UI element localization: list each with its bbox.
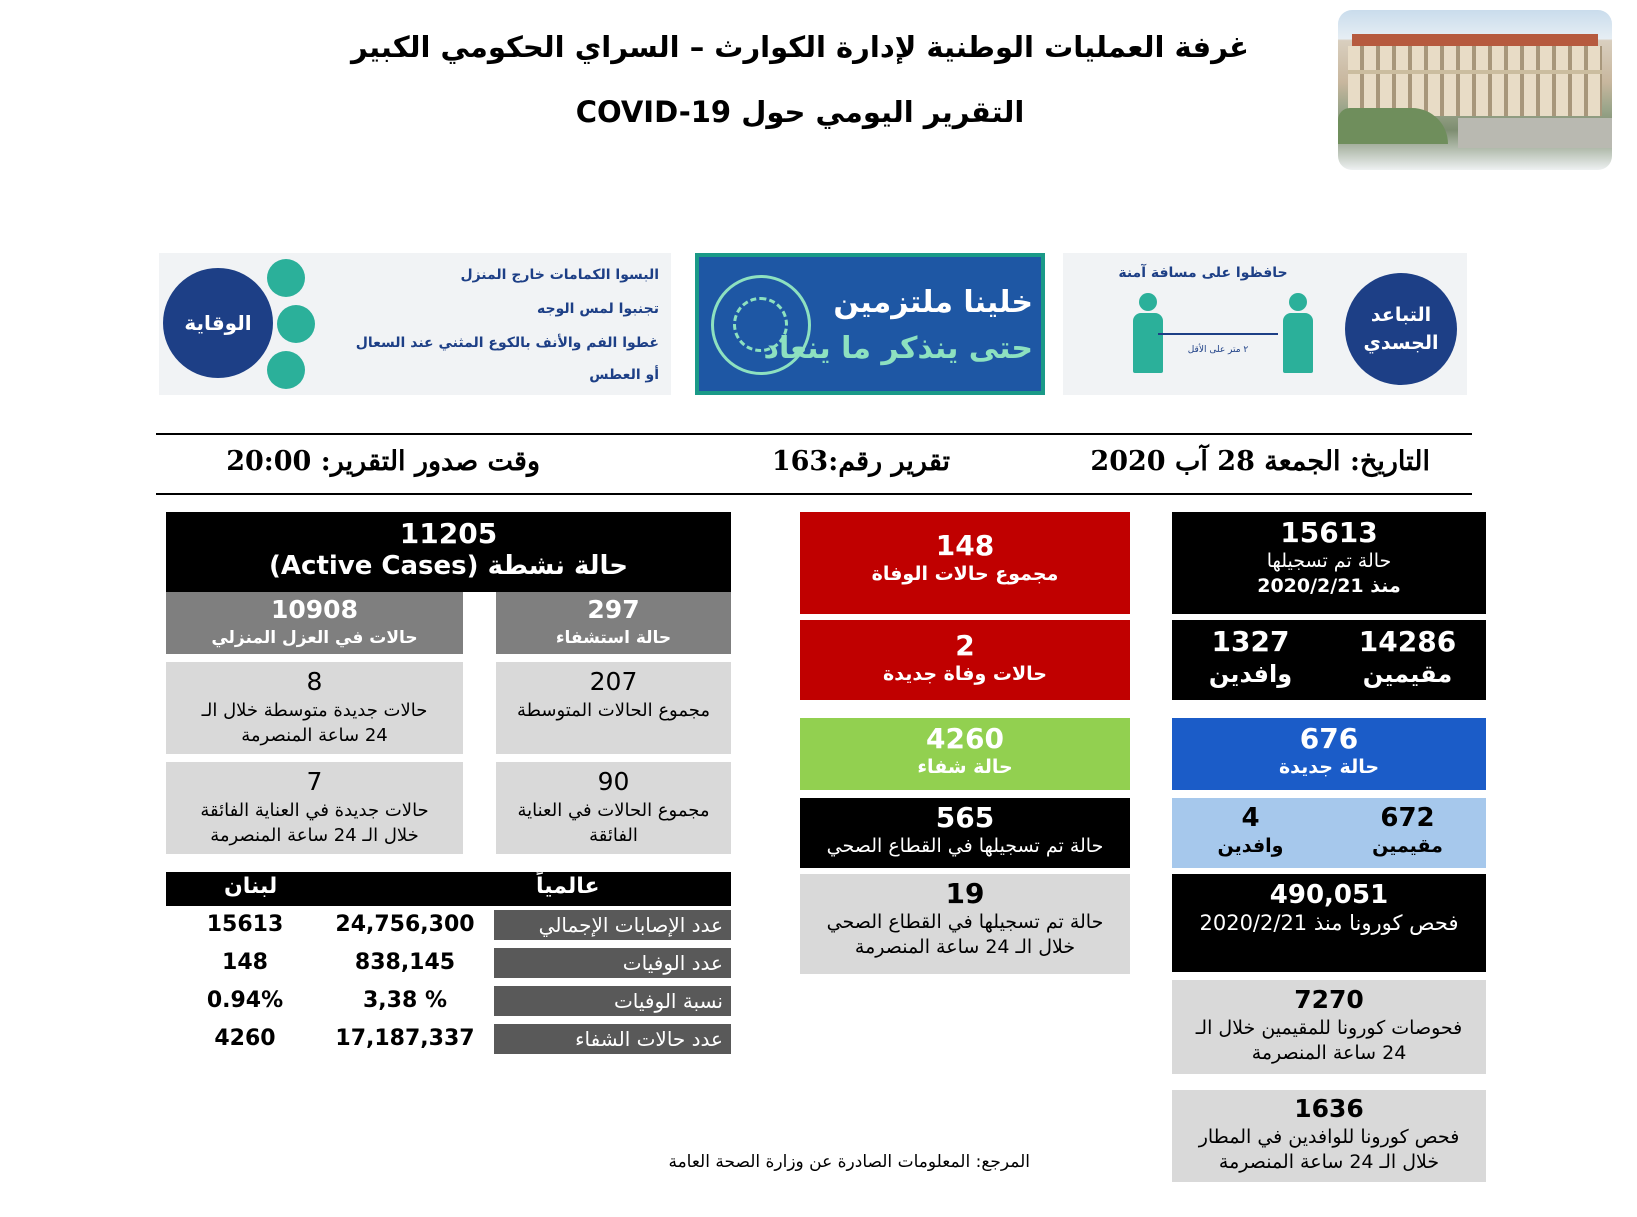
deaths-new-box — [800, 620, 1130, 700]
distance-caption: حافظوا على مسافة آمنة — [1118, 265, 1288, 281]
health-sector-value: 565 — [935, 801, 995, 834]
icu-new-value: 7 — [306, 767, 323, 796]
icu-total-value: 90 — [597, 767, 630, 796]
new-residents-label: مقيمين — [1372, 835, 1443, 857]
moderate-total-label: مجموع الحالات المتوسطة — [516, 700, 711, 721]
total-residents-value: 14286 — [1358, 625, 1457, 658]
comparison-col-lebanon: لبنان — [224, 874, 278, 899]
moderate-new-period: 24 ساعة المنصرمة — [241, 725, 388, 746]
total-arrivals-label: وافدين — [1208, 660, 1293, 688]
info-rule-bottom — [156, 493, 1472, 495]
committed-banner — [695, 253, 1045, 395]
comparison-global-recovered: 17,187,337 — [335, 1026, 475, 1051]
comparison-row-label-deaths: عدد الوفيات — [494, 948, 731, 978]
deaths-new-value: 2 — [955, 629, 975, 662]
new-cases-box — [1172, 718, 1486, 790]
distance-banner — [1063, 253, 1467, 395]
active-cases-value: 11205 — [399, 517, 498, 550]
comparison-row-label-rate: نسبة الوفيات — [494, 986, 731, 1016]
person-head — [1289, 293, 1307, 311]
hospitalized-label: حالة استشفاء — [555, 628, 672, 648]
health-sector-box — [800, 798, 1130, 868]
prevention-banner — [159, 253, 671, 395]
comparison-header — [166, 872, 731, 906]
deaths-total-box — [800, 512, 1130, 614]
report-subtitle: التقرير اليومي حول COVID-19 — [575, 95, 1025, 129]
person-head — [1139, 293, 1157, 311]
prevention-badge: الوقاية — [163, 268, 273, 378]
person-body — [1133, 313, 1163, 373]
home-isolation-value: 10908 — [271, 595, 358, 624]
recovered-box — [800, 718, 1130, 790]
comparison-lebanon-cases: 15613 — [206, 912, 284, 937]
building-roof — [1352, 34, 1598, 46]
home-isolation-box — [166, 592, 463, 654]
comparison-lebanon-deaths: 148 — [222, 950, 268, 975]
report-number: تقرير رقم:163 — [771, 446, 950, 477]
trees — [1338, 108, 1448, 144]
moderate-total-box — [496, 662, 731, 754]
total-arrivals — [1172, 620, 1329, 700]
prevention-line-2: تجنبوا لمس الوجه — [537, 301, 659, 317]
tests-residents-period: 24 ساعة المنصرمة — [1251, 1042, 1407, 1064]
comparison-global-rate: 3,38 % — [363, 988, 447, 1013]
health-sector-24h-period: خلال الـ 24 ساعة المنصرمة — [854, 936, 1076, 958]
distance-badge — [1345, 273, 1457, 385]
tests-airport-period: خلال الـ 24 ساعة المنصرمة — [1218, 1151, 1440, 1173]
health-sector-24h-label: حالة تم تسجيلها في القطاع الصحي — [826, 911, 1104, 933]
report-title: غرفة العمليات الوطنية لإدارة الكوارث – السراي الحكومي الكبير — [351, 30, 1249, 64]
health-sector-24h-box — [800, 874, 1130, 974]
comparison-global-cases: 24,756,300 — [335, 912, 475, 937]
tests-total-box — [1172, 874, 1486, 972]
comparison-col-global: عالمياً — [536, 874, 600, 899]
comparison-global-deaths: 838,145 — [354, 950, 456, 975]
tests-airport-box — [1172, 1090, 1486, 1182]
building-ledge — [1348, 70, 1602, 74]
tests-residents-value: 7270 — [1294, 985, 1364, 1014]
active-cases-label: حالة نشطة (Active Cases) — [269, 551, 628, 581]
total-cases-label: حالة تم تسجيلها — [1266, 550, 1392, 572]
tests-total-value: 490,051 — [1269, 880, 1389, 910]
new-arrivals-value: 4 — [1241, 803, 1260, 833]
no-touch-face-icon — [277, 305, 315, 343]
moderate-new-value: 8 — [306, 667, 323, 696]
total-residents-label: مقيمين — [1362, 660, 1453, 688]
icu-total-label-2: الفائقة — [589, 825, 638, 846]
new-arrivals-label: وافدين — [1217, 835, 1284, 857]
tests-airport-value: 1636 — [1294, 1094, 1364, 1123]
distance-badge-line-1: التباعد — [1370, 304, 1432, 326]
home-isolation-label: حالات في العزل المنزلي — [211, 628, 418, 648]
comparison-lebanon-rate: 0.94% — [206, 988, 284, 1013]
tests-total-label: فحص كورونا منذ 2020/2/21 — [1199, 911, 1459, 935]
comparison-lebanon-recovered: 4260 — [214, 1026, 276, 1051]
deaths-total-value: 148 — [935, 529, 995, 562]
total-cases-since: منذ 2020/2/21 — [1257, 575, 1401, 597]
icu-total-box — [496, 762, 731, 854]
new-cases-split-box — [1172, 798, 1486, 868]
prevention-line-3: غطوا الفم والأنف بالكوع المثني عند السعال — [355, 335, 659, 351]
icu-new-period: خلال الـ 24 ساعة المنصرمة — [210, 825, 419, 846]
deaths-total-label: مجموع حالات الوفاة — [871, 563, 1059, 585]
moderate-new-label: حالات جديدة متوسطة خلال الـ — [201, 700, 428, 721]
total-residents — [1329, 620, 1486, 700]
active-cases-box — [166, 512, 731, 592]
recovered-value: 4260 — [926, 722, 1004, 755]
prevention-line-1: البسوا الكمامات خارج المنزل — [460, 267, 659, 283]
icu-total-label: مجموع الحالات في العناية — [517, 800, 710, 821]
health-sector-label: حالة تم تسجيلها في القطاع الصحي — [826, 835, 1104, 857]
moderate-new-box — [166, 662, 463, 754]
cough-elbow-icon — [267, 351, 305, 389]
icu-new-label: حالات جديدة في العناية الفائقة — [200, 800, 429, 821]
report-time: وقت صدور التقرير: 20:00 — [226, 446, 540, 477]
moderate-total-value: 207 — [589, 667, 638, 696]
prevention-line-4: أو العطس — [589, 367, 659, 383]
new-residents-value: 672 — [1380, 803, 1435, 833]
distance-small-text: ٢ متر على الأقل — [1187, 345, 1249, 355]
hospitalized-value: 297 — [587, 595, 640, 624]
tests-residents-box — [1172, 980, 1486, 1074]
info-rule-top — [156, 433, 1472, 435]
total-arrivals-value: 1327 — [1211, 625, 1290, 658]
deaths-new-label: حالات وفاة جديدة — [883, 663, 1047, 685]
building-facade — [1348, 46, 1602, 116]
new-residents — [1329, 798, 1486, 868]
tests-airport-label: فحص كورونا للوافدين في المطار — [1198, 1126, 1460, 1148]
mask-icon — [267, 259, 305, 297]
icu-new-box — [166, 762, 463, 854]
new-cases-label: حالة جديدة — [1278, 756, 1380, 778]
grand-serail-photo — [1338, 10, 1612, 170]
new-arrivals — [1172, 798, 1329, 868]
source-note: المرجع: المعلومات الصادرة عن وزارة الصحة العامة — [668, 1152, 1030, 1172]
distance-badge-line-2: الجسدي — [1363, 332, 1439, 354]
person-body — [1283, 313, 1313, 373]
distance-arrow-icon — [1158, 333, 1278, 335]
recovered-label: حالة شفاء — [917, 756, 1013, 778]
tests-residents-label: فحوصات كورونا للمقيمين خلال الـ — [1195, 1017, 1463, 1039]
hospitalized-box — [496, 592, 731, 654]
total-cases-value: 15613 — [1280, 516, 1378, 549]
new-cases-value: 676 — [1299, 722, 1359, 755]
report-date: التاريخ: الجمعة 28 آب 2020 — [1090, 446, 1430, 477]
comparison-row-label-recovered: عدد حالات الشفاء — [494, 1024, 731, 1054]
committed-line-1: خلينا ملتزمين — [833, 285, 1033, 320]
total-cases-split-box — [1172, 620, 1486, 700]
road — [1458, 118, 1612, 148]
person-icon-right — [1283, 293, 1313, 373]
total-cases-box — [1172, 512, 1486, 614]
comparison-row-label-cases: عدد الإصابات الإجمالي — [494, 910, 731, 940]
health-sector-24h-value: 19 — [945, 877, 985, 910]
committed-line-2: حتى ينذكر ما ينعاد — [763, 331, 1033, 366]
